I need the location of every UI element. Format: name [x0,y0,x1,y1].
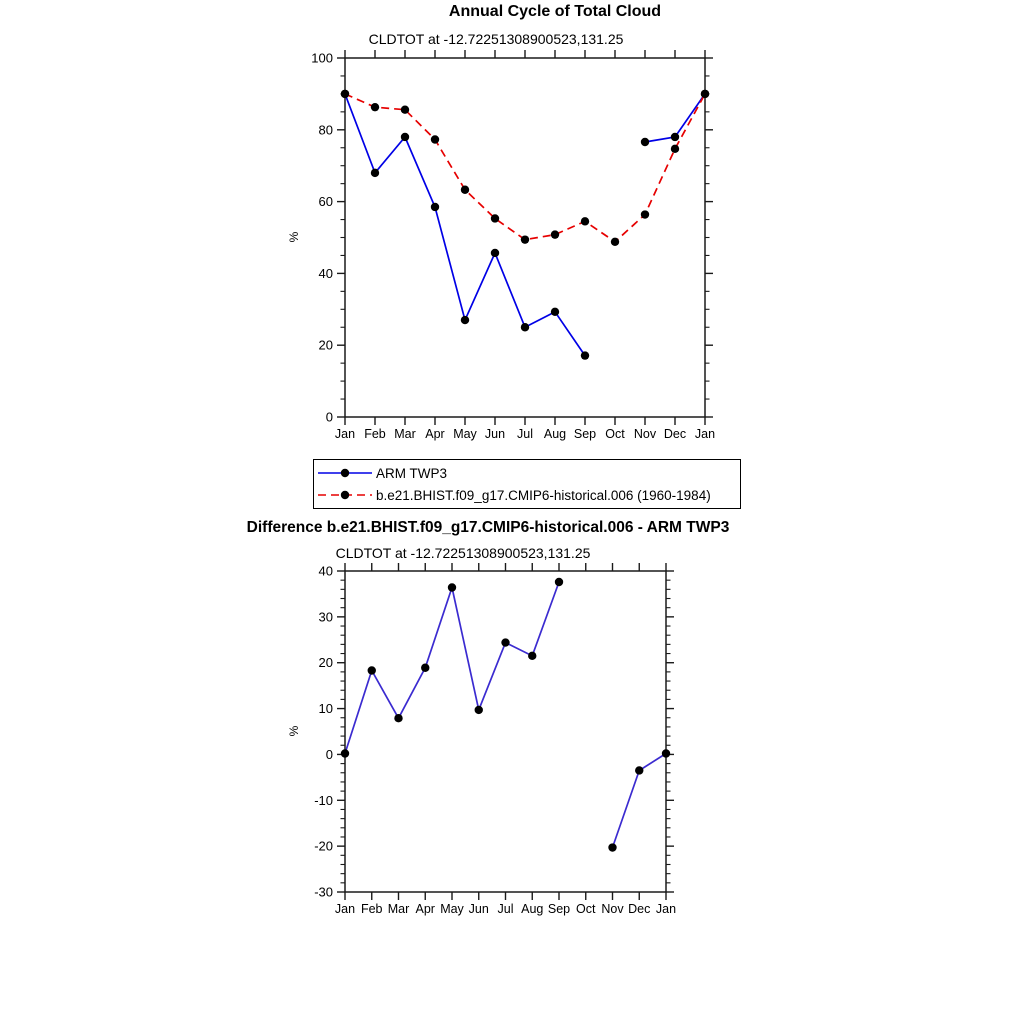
chart1-series-0-marker [581,351,589,359]
chart2-series-0-marker [635,766,643,774]
chart1-series-0-line [345,94,705,356]
chart2-x-tick-label: Jan [655,902,677,916]
chart2-title: Difference b.e21.BHIST.f09_g17.CMIP6-historical.006 - ARM TWP3 [246,519,730,536]
chart1-series-0-marker [641,138,649,146]
chart1-series-1-marker [401,105,409,113]
chart1-series-1-marker [371,103,379,111]
chart1-series-0-marker [371,169,379,177]
chart1-y-tick-label: 100 [311,50,333,66]
chart1-y-tick-label: 60 [318,194,333,210]
chart1-series-1-marker [341,90,349,98]
chart2-series-0-marker [394,714,402,722]
chart2-x-tick-label: Aug [521,902,544,916]
legend-line-sample-red-dashed [317,488,373,502]
chart1-series-1-marker [551,230,559,238]
chart1-series-1-marker [701,90,709,98]
chart2-series-0-marker [608,843,616,851]
chart1-series-0-marker [671,133,679,141]
chart2-series-0-marker [662,749,670,757]
chart1-y-tick-label: 0 [325,409,333,425]
chart2-y-tick-label: 20 [318,655,333,671]
chart1-x-tick-label: Dec [663,427,687,441]
chart2-x-tick-label: May [440,902,464,916]
chart2-x-tick-label: Nov [601,902,624,916]
chart2-x-tick-label: Oct [576,902,596,916]
chart1-series-0-marker [461,316,469,324]
chart2-series-0-marker [341,749,349,757]
chart2-series-0-marker [448,583,456,591]
chart1-x-tick-label: Nov [633,427,657,441]
chart1-series-1-line [345,94,705,242]
chart1-y-tick-label: 40 [318,265,333,281]
chart1-series-1-marker [671,145,679,153]
chart2-y-tick-label: 10 [318,701,333,717]
chart1-series-0-marker [401,133,409,141]
chart1-series-0-marker [431,203,439,211]
chart2-y-tick-label: 0 [325,746,333,762]
chart2-subtitle: CLDTOT at -12.72251308900523,131.25 [335,545,591,561]
chart2-x-tick-label: Mar [387,902,410,916]
chart1-subtitle: CLDTOT at -12.72251308900523,131.25 [368,31,624,47]
chart1-x-tick-label: May [453,427,477,441]
legend-label-model: b.e21.BHIST.f09_g17.CMIP6-historical.006 (1960-1984) [376,487,711,503]
chart1-x-tick-label: Jun [484,427,506,441]
legend-item-arm [314,462,740,484]
chart2-x-tick-label: Dec [628,902,651,916]
chart1-x-tick-label: Aug [543,427,567,441]
chart1-series-1-marker [461,186,469,194]
chart2-x-tick-label: Jan [334,902,356,916]
chart2-plot-border [345,571,666,892]
chart2-y-tick-label: -30 [314,884,333,900]
chart2-series-0-marker [555,578,563,586]
legend [313,459,741,509]
chart2-x-tick-label: Jul [497,902,514,916]
legend-label-arm: ARM TWP3 [376,465,448,481]
chart1-x-tick-label: Jan [334,427,356,441]
chart2-x-tick-label: Sep [547,902,571,916]
chart2-series-0-marker [528,652,536,660]
chart2-series-0-marker [501,638,509,646]
chart2-series-0-marker [475,706,483,714]
chart1-y-axis-label: % [287,231,301,243]
chart1-y-tick-label: 80 [318,122,333,138]
chart2-y-tick-label: 40 [318,563,333,579]
chart1-x-tick-label: Jul [517,427,533,441]
chart2-series-0-marker [368,666,376,674]
chart2-series-0-marker [421,664,429,672]
chart1-series-1-marker [431,135,439,143]
chart1-x-tick-label: Jan [694,427,716,441]
chart1-series-0-marker [491,249,499,257]
chart1-title: Annual Cycle of Total Cloud [448,3,662,20]
chart1-x-tick-label: Mar [394,427,416,441]
chart1-x-tick-label: Apr [425,427,445,441]
chart2-y-axis-label: % [287,725,301,737]
chart1-x-tick-label: Feb [364,427,386,441]
chart1-series-1-marker [641,210,649,218]
legend-line-sample-blue [317,466,373,480]
chart1-series-1-marker [521,235,529,243]
chart1-y-tick-label: 20 [318,337,333,353]
chart1-x-tick-label: Oct [605,427,625,441]
chart1-x-tick-label: Sep [573,427,597,441]
chart2-y-tick-label: -10 [314,792,333,808]
chart1-series-1-marker [581,217,589,225]
chart2-y-tick-label: -20 [314,838,333,854]
chart2-series-0-line [345,582,666,848]
chart1-series-0-marker [551,308,559,316]
legend-item-model [314,484,740,506]
chart2-x-tick-label: Apr [415,902,435,916]
chart1-series-1-marker [491,214,499,222]
chart2-y-tick-label: 30 [318,609,333,625]
chart1-series-0-marker [521,323,529,331]
chart2-x-tick-label: Feb [360,902,383,916]
chart1-series-1-marker [611,238,619,246]
chart2-x-tick-label: Jun [468,902,489,916]
